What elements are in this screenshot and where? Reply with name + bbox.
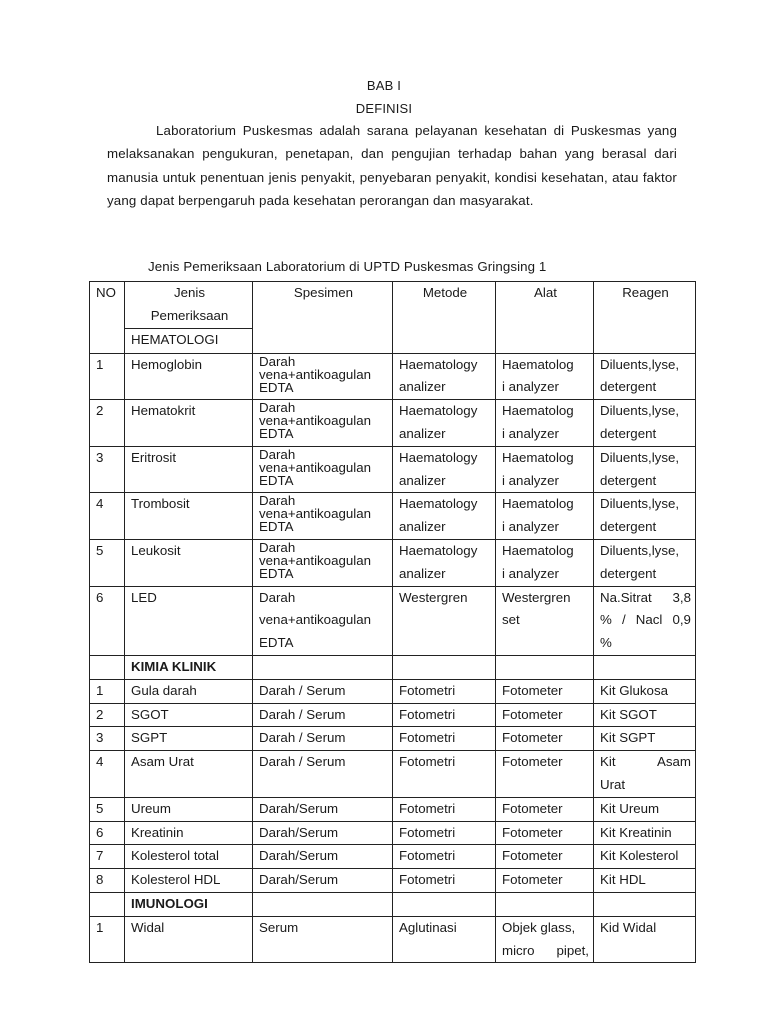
table-row (90, 751, 696, 798)
alat-line: Haematolog (502, 449, 574, 465)
table-row (90, 821, 696, 845)
reagen-line: Diluents,lyse, (600, 403, 680, 419)
spesimen-line: EDTA (259, 635, 294, 651)
cell-spesimen (253, 493, 393, 540)
alat-line: Haematolog (502, 403, 574, 419)
cell-no: 5 (90, 797, 125, 821)
alat-line (502, 940, 589, 963)
metode-line: Haematology (399, 542, 478, 558)
cell-alat (496, 446, 594, 493)
table-row (90, 845, 696, 869)
cell-jenis: SGPT (125, 727, 253, 751)
cell-no: 5 (90, 539, 125, 586)
cell-metode: Fotometri (393, 679, 496, 703)
reagen-line: Urat (600, 776, 626, 792)
table-row (90, 797, 696, 821)
metode-line: analizer (399, 425, 446, 441)
cell-no: 4 (90, 493, 125, 540)
alat-line: i analyzer (502, 519, 559, 535)
spesimen-line: Darah (259, 353, 296, 369)
cell-no: 1 (90, 916, 125, 963)
cell-jenis: Kolesterol HDL (125, 869, 253, 893)
cell-alat (496, 586, 594, 655)
cell-reagen (594, 539, 696, 586)
spesimen-line: Darah (259, 493, 296, 509)
header-reagen: Reagen (594, 282, 696, 354)
cell-reagen (594, 446, 696, 493)
metode-line: Haematology (399, 356, 478, 372)
header-spesimen: Spesimen (253, 282, 393, 354)
cell-jenis: Trombosit (125, 493, 253, 540)
header-no: NO (90, 282, 125, 354)
cell-jenis: Gula darah (125, 679, 253, 703)
cell-reagen (594, 353, 696, 400)
cell-reagen: Kit Kolesterol (594, 845, 696, 869)
cell-jenis: Kolesterol total (125, 845, 253, 869)
cell-metode: Fotometri (393, 703, 496, 727)
alat-word: pipet, (556, 942, 589, 958)
cell-no: 1 (90, 679, 125, 703)
spesimen-line: vena+antikoagulan (259, 612, 372, 628)
reagen-line: Diluents,lyse, (600, 496, 680, 512)
definition-paragraph: Laboratorium Puskesmas adalah sarana pelayanan kesehatan di Puskesmas yang melaksanakan pengukuran, penetapan, dan pengujian terhadap bahan yang berasal dari manusia untuk penentuan jenis penyakit, penyebaran penyakit, kondisi kesehatan, atau faktor yang dapat berpengaruh pada kesehatan perorangan dan masyarakat. (107, 123, 677, 209)
cell-metode: Aglutinasi (393, 916, 496, 963)
section-imunologi: IMUNOLOGI (125, 892, 253, 916)
reagen-line: Diluents,lyse, (600, 542, 680, 558)
cell-alat (496, 353, 594, 400)
metode-line: Haematology (399, 496, 478, 512)
cell-reagen: Kit Glukosa (594, 679, 696, 703)
cell-no: 6 (90, 586, 125, 655)
cell-no: 8 (90, 869, 125, 893)
cell-reagen: Kit HDL (594, 869, 696, 893)
section-kimia-klinik: KIMIA KLINIK (125, 655, 253, 679)
reagen-line: detergent (600, 519, 657, 535)
cell-alat: Fotometer (496, 751, 594, 798)
table-caption: Jenis Pemeriksaan Laboratorium di UPTD Puskesmas Gringsing 1 (148, 259, 547, 274)
alat-line: Westergren (502, 589, 571, 605)
cell-reagen: Kid Widal (594, 916, 696, 963)
cell-empty (253, 892, 393, 916)
table-row (90, 703, 696, 727)
table-row (90, 353, 696, 400)
cell-no: 2 (90, 400, 125, 447)
metode-line: analizer (399, 379, 446, 395)
table-row (90, 679, 696, 703)
reagen-word: Asam (657, 754, 691, 770)
cell-reagen (594, 751, 696, 798)
alat-word: micro (502, 942, 535, 958)
cell-alat (496, 400, 594, 447)
cell-no: 2 (90, 703, 125, 727)
chapter-label: BAB I (366, 78, 402, 93)
metode-line: analizer (399, 519, 446, 535)
cell-reagen: Kit SGPT (594, 727, 696, 751)
metode-line: analizer (399, 472, 446, 488)
reagen-line: % (600, 635, 612, 651)
spesimen-line: vena+antikoagulan (259, 552, 372, 568)
spesimen-line: Darah (259, 400, 296, 416)
cell-spesimen: Darah / Serum (253, 679, 393, 703)
cell-jenis: Leukosit (125, 539, 253, 586)
spesimen-line: Darah (259, 446, 296, 462)
reagen-word: % (600, 612, 612, 628)
spesimen-line: EDTA (259, 565, 294, 581)
cell-alat: Fotometer (496, 703, 594, 727)
reagen-line: Diluents,lyse, (600, 356, 680, 372)
cell-jenis: Ureum (125, 797, 253, 821)
cell-metode (393, 353, 496, 400)
cell-alat: Fotometer (496, 797, 594, 821)
reagen-word: Kit (600, 754, 616, 770)
cell-alat: Fotometer (496, 869, 594, 893)
reagen-line (600, 587, 691, 610)
cell-no: 3 (90, 446, 125, 493)
cell-spesimen (253, 539, 393, 586)
cell-metode: Fotometri (393, 821, 496, 845)
table-row (90, 727, 696, 751)
reagen-line (600, 609, 691, 632)
cell-metode: Fotometri (393, 751, 496, 798)
cell-alat (496, 539, 594, 586)
cell-reagen: Kit Ureum (594, 797, 696, 821)
cell-metode: Westergren (393, 586, 496, 655)
spesimen-line: EDTA (259, 472, 294, 488)
cell-alat (496, 916, 594, 963)
spesimen-line: vena+antikoagulan (259, 506, 372, 522)
cell-jenis: LED (125, 586, 253, 655)
cell-spesimen (253, 446, 393, 493)
reagen-line: detergent (600, 565, 657, 581)
cell-empty (393, 892, 496, 916)
cell-no: 6 (90, 821, 125, 845)
table-row (90, 869, 696, 893)
cell-metode: Fotometri (393, 727, 496, 751)
reagen-line: detergent (600, 379, 657, 395)
spesimen-line: EDTA (259, 379, 294, 395)
alat-line: i analyzer (502, 565, 559, 581)
cell-empty (90, 892, 125, 916)
header-alat: Alat (496, 282, 594, 354)
cell-no: 3 (90, 727, 125, 751)
table-row (90, 493, 696, 540)
cell-metode (393, 539, 496, 586)
cell-reagen (594, 586, 696, 655)
header-jenis-line2: Pemeriksaan (150, 307, 229, 323)
cell-spesimen (253, 400, 393, 447)
alat-line: Haematolog (502, 356, 574, 372)
cell-spesimen: Darah/Serum (253, 869, 393, 893)
cell-metode (393, 493, 496, 540)
cell-no: 1 (90, 353, 125, 400)
cell-jenis: Hematokrit (125, 400, 253, 447)
cell-spesimen (253, 353, 393, 400)
cell-no: 4 (90, 751, 125, 798)
reagen-line: Diluents,lyse, (600, 449, 680, 465)
cell-metode: Fotometri (393, 845, 496, 869)
spesimen-line: Darah (259, 539, 296, 555)
header-metode: Metode (393, 282, 496, 354)
lab-examination-table (89, 281, 696, 963)
reagen-line: detergent (600, 425, 657, 441)
section-row-imunologi (90, 892, 696, 916)
cell-alat: Fotometer (496, 845, 594, 869)
metode-line: Haematology (399, 403, 478, 419)
alat-line: Haematolog (502, 496, 574, 512)
cell-spesimen: Darah/Serum (253, 821, 393, 845)
cell-alat: Fotometer (496, 679, 594, 703)
cell-empty (594, 655, 696, 679)
alat-line: i analyzer (502, 379, 559, 395)
cell-metode (393, 446, 496, 493)
cell-spesimen: Darah / Serum (253, 727, 393, 751)
alat-line: Haematolog (502, 542, 574, 558)
cell-empty (594, 892, 696, 916)
cell-metode: Fotometri (393, 869, 496, 893)
spesimen-line: EDTA (259, 519, 294, 535)
cell-jenis: Eritrosit (125, 446, 253, 493)
section-row-kimia-klinik (90, 655, 696, 679)
table-row (90, 400, 696, 447)
spesimen-line: vena+antikoagulan (259, 459, 372, 475)
cell-empty (253, 655, 393, 679)
cell-jenis: Asam Urat (125, 751, 253, 798)
cell-spesimen: Darah / Serum (253, 703, 393, 727)
cell-jenis: Kreatinin (125, 821, 253, 845)
reagen-word: 0,9 (672, 612, 691, 628)
header-jenis (125, 282, 253, 329)
cell-metode (393, 400, 496, 447)
table-row (90, 539, 696, 586)
cell-spesimen: Serum (253, 916, 393, 963)
cell-reagen (594, 400, 696, 447)
table-header-row (90, 282, 696, 329)
cell-jenis: SGOT (125, 703, 253, 727)
spesimen-line: vena+antikoagulan (259, 413, 372, 429)
cell-jenis: Hemoglobin (125, 353, 253, 400)
cell-spesimen: Darah/Serum (253, 797, 393, 821)
cell-spesimen (253, 586, 393, 655)
reagen-line: detergent (600, 472, 657, 488)
metode-line: Haematology (399, 449, 478, 465)
alat-line: i analyzer (502, 425, 559, 441)
cell-empty (496, 892, 594, 916)
cell-no: 7 (90, 845, 125, 869)
cell-reagen (594, 493, 696, 540)
cell-empty (393, 655, 496, 679)
cell-reagen: Kit SGOT (594, 703, 696, 727)
alat-line: i analyzer (502, 472, 559, 488)
reagen-line (600, 751, 691, 774)
reagen-word: / (621, 612, 626, 628)
spesimen-line: vena+antikoagulan (259, 366, 372, 382)
cell-alat: Fotometer (496, 727, 594, 751)
cell-alat: Fotometer (496, 821, 594, 845)
metode-line: analizer (399, 565, 446, 581)
reagen-word: Nacl (635, 612, 663, 628)
table-row (90, 586, 696, 655)
spesimen-line: Darah (259, 589, 296, 605)
cell-empty (90, 655, 125, 679)
cell-spesimen: Darah / Serum (253, 751, 393, 798)
alat-line: Objek glass, (502, 919, 576, 935)
section-hematologi: HEMATOLOGI (125, 328, 253, 353)
reagen-word: Na.Sitrat (600, 589, 652, 605)
spesimen-line: EDTA (259, 426, 294, 442)
cell-metode: Fotometri (393, 797, 496, 821)
cell-jenis: Widal (125, 916, 253, 963)
reagen-word: 3,8 (672, 589, 691, 605)
table-row (90, 916, 696, 963)
cell-empty (496, 655, 594, 679)
cell-alat (496, 493, 594, 540)
table-row (90, 446, 696, 493)
cell-reagen: Kit Kreatinin (594, 821, 696, 845)
cell-spesimen: Darah/Serum (253, 845, 393, 869)
alat-line: set (502, 612, 520, 628)
header-jenis-line1: Jenis (173, 285, 206, 300)
chapter-title: DEFINISI (355, 101, 413, 116)
